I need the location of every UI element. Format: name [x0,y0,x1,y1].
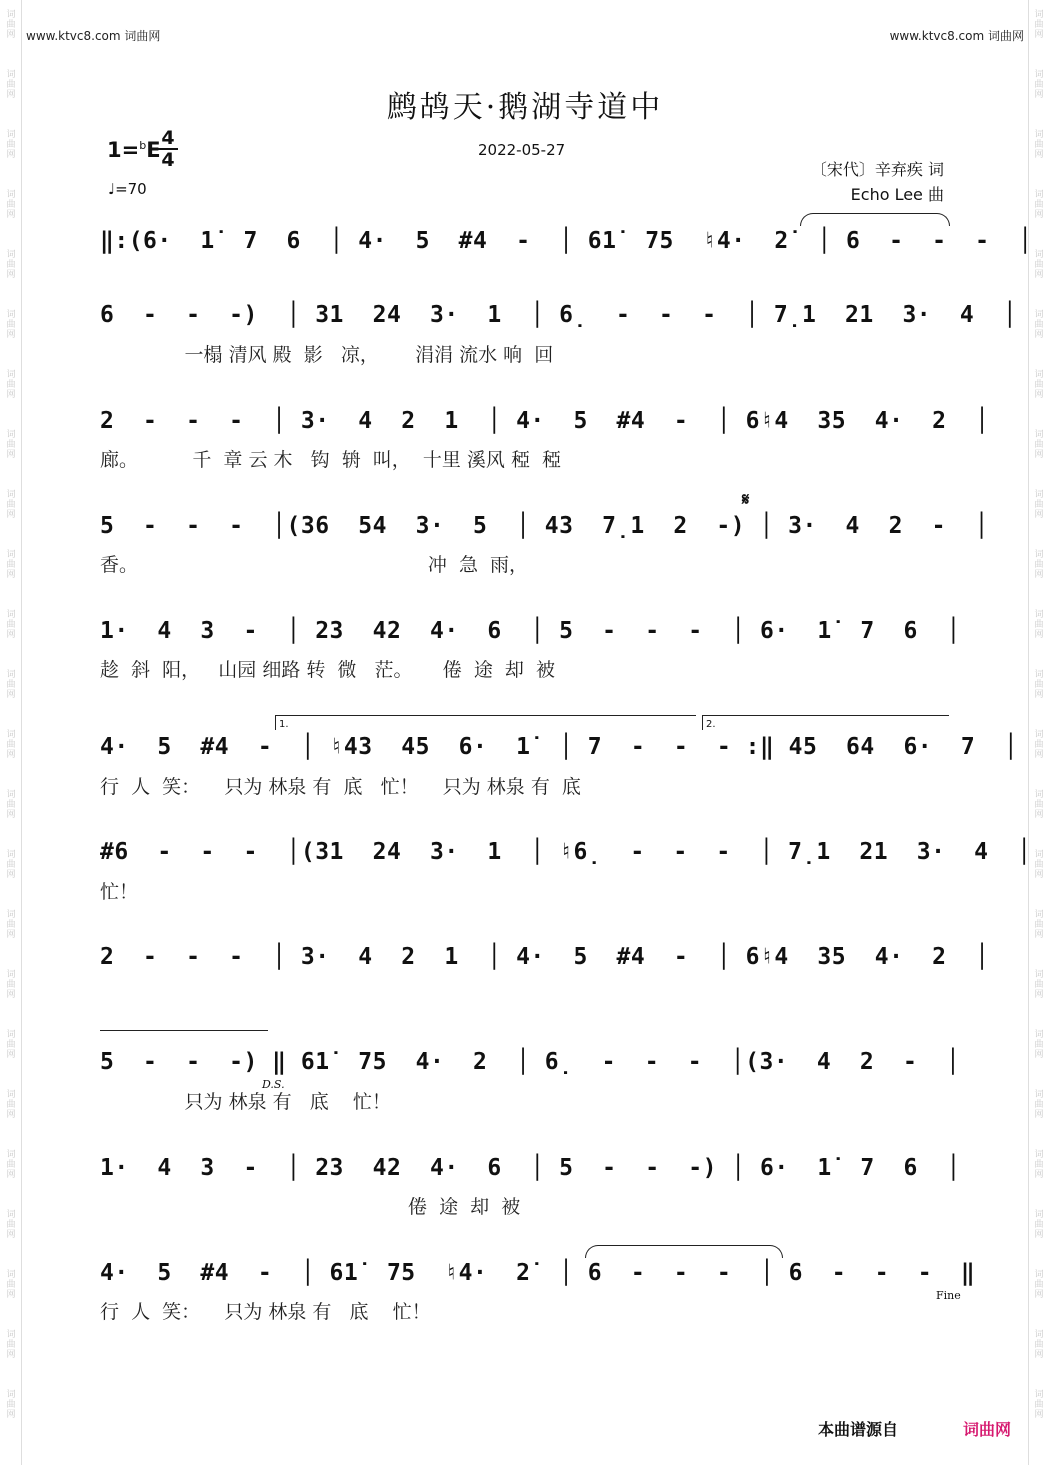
side-watermark-mark: 词曲网 [6,1150,16,1180]
lyric-line: 趁 斜 阳， 山园 细路 转 微 茫。 倦 途 却 被 [100,659,555,681]
volta-label-second: 2. [706,719,716,730]
side-watermark-mark: 词曲网 [6,550,16,580]
side-watermark-mark: 词曲网 [1034,1330,1044,1360]
side-watermark-mark: 词曲网 [1034,70,1044,100]
side-watermark-mark: 词曲网 [6,1270,16,1300]
lyric-line: 香。 冲 急 雨， [100,554,529,576]
notation-line: #6 - - - │(31 24 3· 1 │ ♮6̣ - - - │ 7̣1 21 3· 4 │ [100,839,1032,865]
side-watermark-mark: 词曲网 [6,10,16,40]
volta-bracket-second [702,715,949,730]
side-watermark-mark: 词曲网 [6,70,16,100]
side-watermark-mark: 词曲网 [1034,670,1044,700]
lyric-line: 只为 林泉 有 底 忙！ [100,1091,391,1113]
lyric-line: 行 人 笑： 只为 林泉 有 底 忙！ 只为 林泉 有 底 [100,776,581,798]
side-watermark-mark: 词曲网 [6,910,16,940]
side-watermark-mark: 词曲网 [6,130,16,160]
header-watermark-right: www.ktvc8.com 词曲网 [889,29,1024,43]
notation-line: 4· 5 #4 - │ 61̇ 75 ♮4· 2̇ │ 6 - - - │ 6 - - - ‖ [100,1260,976,1286]
time-signature-top: 4 [161,127,175,149]
repeat-bracket [100,1030,268,1031]
side-watermark-mark: 词曲网 [6,850,16,880]
side-watermark-mark: 词曲网 [6,670,16,700]
footer-brand-link[interactable]: 词曲网 [963,1420,1012,1439]
side-watermark-mark: 词曲网 [6,610,16,640]
notation-line: ‖:(6· 1̇ 7 6 │ 4· 5 #4 - │ 61̇ 75 ♮4· 2̇ │ 6 - - - │ [100,228,1033,254]
time-signature [158,128,178,170]
side-watermark-mark: 词曲网 [1034,190,1044,220]
song-title: 鹧鸪天·鹅湖寺道中 [386,90,664,125]
side-watermark-mark: 词曲网 [6,790,16,820]
side-watermark-mark: 词曲网 [6,1390,16,1420]
notation-line: 2 - - - │ 3· 4 2 1 │ 4· 5 #4 - │ 6♮4 35 4· 2 │ [100,944,990,970]
lyric-line: 忙！ [100,881,139,903]
notation-line: 6 - - -) │ 31 24 3· 1 │ 6̣ - - - │ 7̣1 21 3· 4 │ [100,302,1018,328]
score-date: 2022-05-27 [478,141,566,159]
lyric-line: 一榻 清风 殿 影 凉， 涓涓 流水 响 回 [100,344,554,366]
side-watermark-mark: 词曲网 [6,1030,16,1060]
tie-slur [800,213,950,226]
side-watermark-mark: 词曲网 [6,310,16,340]
side-watermark-mark: 词曲网 [1034,910,1044,940]
header-watermark-left: www.ktvc8.com 词曲网 [26,29,161,43]
side-watermark-mark: 词曲网 [1034,790,1044,820]
side-watermark-mark: 词曲网 [1034,10,1044,40]
lyric-line: 行 人 笑： 只为 林泉 有 底 忙！ [100,1301,431,1323]
left-margin-line [21,0,22,1465]
side-watermark-mark: 词曲网 [6,490,16,520]
side-watermark-mark: 词曲网 [1034,1150,1044,1180]
side-watermark-mark: 词曲网 [1034,1030,1044,1060]
tie-slur [585,1245,783,1258]
ds-mark: D.S. [262,1078,285,1091]
notation-line: 1· 4 3 - │ 23 42 4· 6 │ 5 - - -) │ 6· 1̇ 7 6 │ [100,1155,961,1181]
segno-sign: 𝄋 [742,490,750,510]
side-watermark-mark: 词曲网 [1034,850,1044,880]
side-watermark-mark: 词曲网 [6,1210,16,1240]
side-watermark-mark: 词曲网 [1034,1090,1044,1120]
volta-bracket-first [275,715,696,730]
side-watermark-mark: 词曲网 [6,730,16,760]
key-prefix: 1= [107,138,140,162]
side-watermark-mark: 词曲网 [6,370,16,400]
side-watermark-mark: 词曲网 [6,430,16,460]
side-watermark-mark: 词曲网 [1034,550,1044,580]
side-watermark-mark: 词曲网 [1034,1210,1044,1240]
side-watermark-mark: 词曲网 [1034,1390,1044,1420]
side-watermark-mark: 词曲网 [1034,610,1044,640]
side-watermark-mark: 词曲网 [6,1330,16,1360]
footer-source-label: 本曲谱源自 [818,1420,899,1439]
notation-line: 4· 5 #4 - │ ♮43 45 6· 1̇ │ 7 - - - :‖ 45 64 6· 7 │ [100,734,1019,760]
left-watermark-strip [0,0,22,1465]
notation-line: 5 - - - │(36 54 3· 5 │ 43 7̣1 2 -) │ 3· 4 2 - │ [100,513,990,539]
side-watermark-mark: 词曲网 [1034,310,1044,340]
side-watermark-mark: 词曲网 [6,250,16,280]
side-watermark-mark: 词曲网 [1034,250,1044,280]
side-watermark-mark: 词曲网 [6,970,16,1000]
time-signature-bottom: 4 [158,148,178,170]
side-watermark-mark: 词曲网 [1034,370,1044,400]
composer-credit: Echo Lee 曲 [850,185,944,204]
tempo-marking: ♩=70 [108,180,147,198]
right-margin-line [1028,0,1029,1465]
side-watermark-mark: 词曲网 [1034,1270,1044,1300]
key-note: E [146,138,161,162]
lyric-line: 廊。 千 章 云 木 钩 辀 叫， 十里 溪风 稏 稏 [100,449,562,471]
lyricist-credit: 〔宋代〕辛弃疾 词 [810,160,944,179]
side-watermark-mark: 词曲网 [1034,490,1044,520]
lyric-line: 倦 途 却 被 [100,1196,521,1218]
side-watermark-mark: 词曲网 [1034,970,1044,1000]
right-watermark-strip [1028,0,1050,1465]
side-watermark-mark: 词曲网 [1034,130,1044,160]
side-watermark-mark: 词曲网 [1034,430,1044,460]
notation-line: 2 - - - │ 3· 4 2 1 │ 4· 5 #4 - │ 6♮4 35 4· 2 │ [100,408,990,434]
flat-sign: b [139,139,147,152]
volta-label-first: 1. [279,719,289,730]
fine-mark: Fine [936,1289,961,1302]
key-signature [107,138,161,162]
notation-line: 5 - - -) ‖ 61̇ 75 4· 2 │ 6̣ - - - │(3· 4 2 - │ [100,1049,961,1075]
notation-line: 1· 4 3 - │ 23 42 4· 6 │ 5 - - - │ 6· 1̇ 7 6 │ [100,618,961,644]
side-watermark-mark: 词曲网 [6,1090,16,1120]
side-watermark-mark: 词曲网 [1034,730,1044,760]
side-watermark-mark: 词曲网 [6,190,16,220]
